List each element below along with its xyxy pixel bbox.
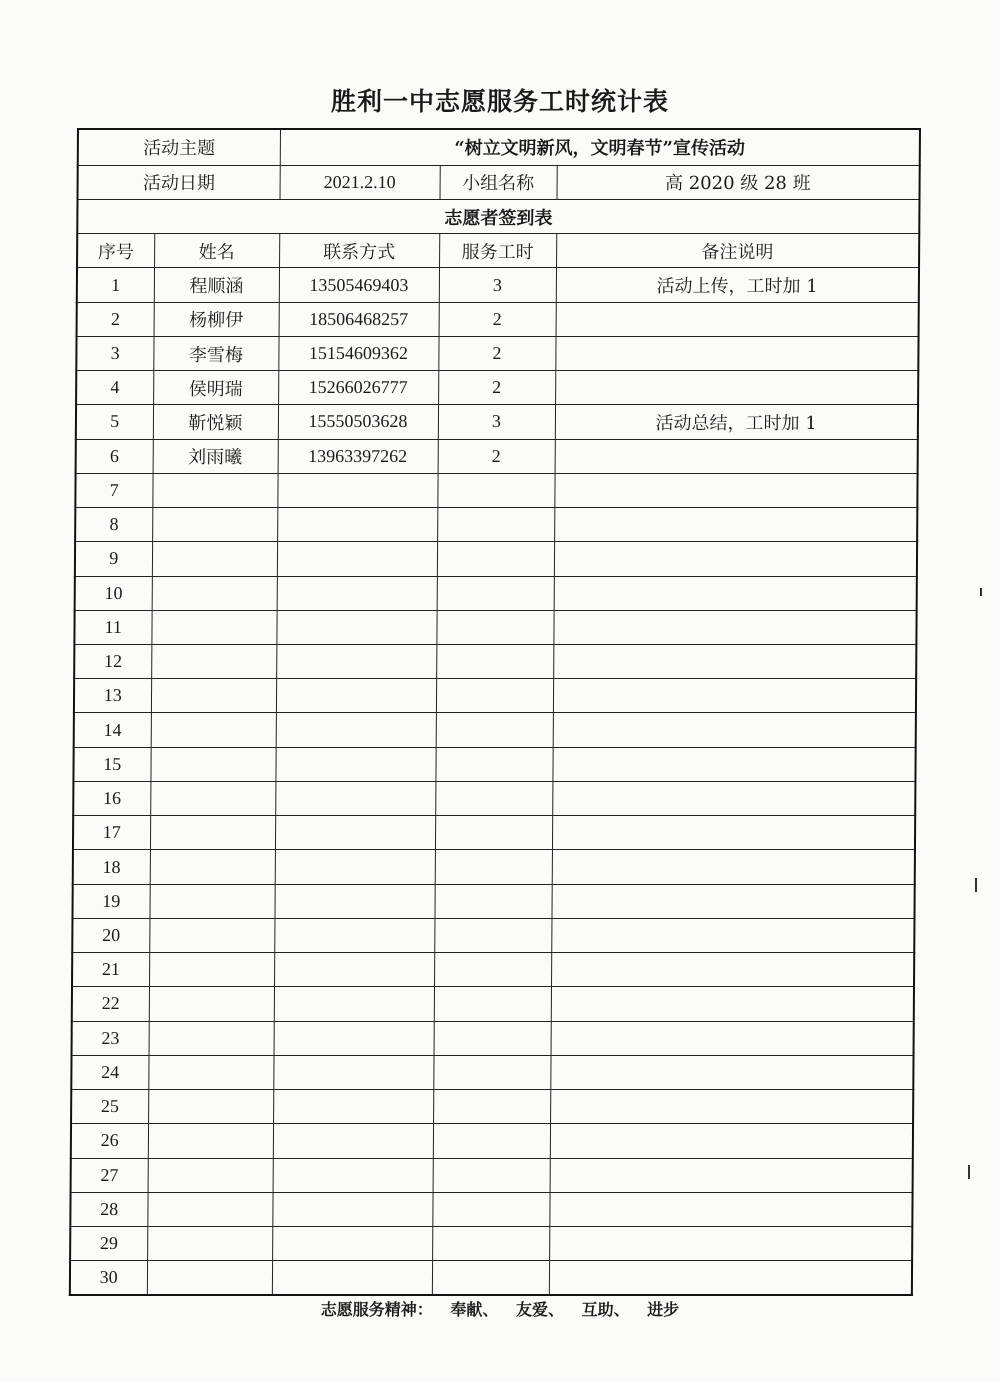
phone-cell (274, 884, 434, 918)
phone-cell (277, 542, 437, 576)
table-row (70, 1261, 912, 1295)
note-cell (549, 1261, 912, 1295)
row-number-cell: 11 (74, 610, 151, 644)
motto-label: 志愿服务精神： (320, 1300, 433, 1319)
note-cell (549, 1227, 912, 1261)
row-number-cell: 15 (73, 747, 150, 781)
table-row (70, 1192, 912, 1226)
note-cell: 活动上传，工时加 1 (556, 268, 919, 302)
name-cell (151, 610, 276, 644)
table-row (74, 610, 916, 644)
hours-cell (434, 953, 551, 987)
table-row (74, 645, 916, 679)
row-number-cell: 24 (71, 1055, 148, 1089)
hours-cell (437, 542, 554, 576)
hours-cell (432, 1192, 549, 1226)
name-cell (147, 1261, 272, 1295)
hours-cell (434, 884, 551, 918)
scan-mark (975, 878, 977, 892)
date-value: 2021.2.10 (280, 165, 440, 199)
name-cell (152, 508, 277, 542)
name-cell (152, 542, 277, 576)
row-number-cell: 27 (71, 1158, 148, 1192)
column-header-hours: 服务工时 (439, 234, 556, 268)
row-number-cell: 2 (77, 302, 154, 336)
row-number-cell: 1 (77, 268, 154, 302)
row-number-cell: 18 (73, 850, 150, 884)
name-cell: 程顺涵 (154, 268, 279, 302)
table-row (71, 1090, 913, 1124)
name-cell (148, 1055, 273, 1089)
hours-cell (437, 576, 554, 610)
name-cell: 杨柳伊 (154, 302, 279, 336)
table-row (73, 781, 915, 815)
volunteer-spirit-motto (0, 1297, 1000, 1320)
note-cell (550, 1055, 913, 1089)
note-cell (553, 645, 916, 679)
hours-cell (432, 1261, 549, 1295)
row-number-cell: 23 (72, 1021, 149, 1055)
date-label: 活动日期 (78, 165, 280, 199)
phone-cell (273, 1158, 433, 1192)
row-number-cell: 14 (74, 713, 151, 747)
phone-cell (272, 1227, 432, 1261)
note-cell (550, 1124, 913, 1158)
phone-cell (276, 610, 436, 644)
table-row (74, 679, 916, 713)
row-number-cell: 16 (73, 781, 150, 815)
note-cell (554, 576, 917, 610)
table-row (76, 439, 918, 473)
phone-cell (275, 781, 435, 815)
date-group-row (78, 165, 920, 199)
hours-cell (434, 918, 551, 952)
row-number-cell: 29 (70, 1227, 147, 1261)
phone-cell (272, 1192, 432, 1226)
row-number-cell: 5 (76, 405, 153, 439)
name-cell (151, 713, 276, 747)
table-row (72, 987, 914, 1021)
name-cell (148, 1090, 273, 1124)
name-cell (148, 1158, 273, 1192)
hours-cell (433, 1158, 550, 1192)
hours-cell (435, 816, 552, 850)
row-number-cell: 22 (72, 987, 149, 1021)
table-row (71, 1124, 913, 1158)
hours-cell (433, 1090, 550, 1124)
name-cell (150, 781, 275, 815)
hours-cell: 2 (438, 336, 555, 370)
phone-cell (277, 508, 437, 542)
hours-cell: 3 (439, 268, 556, 302)
row-number-cell: 4 (76, 371, 153, 405)
note-cell (550, 1090, 913, 1124)
column-header-name: 姓名 (154, 234, 279, 268)
motto-item: 奉献、 (450, 1300, 499, 1319)
phone-cell: 18506468257 (279, 302, 439, 336)
hours-cell (436, 645, 553, 679)
hours-cell: 2 (439, 302, 556, 336)
phone-cell: 13963397262 (278, 439, 438, 473)
row-number-cell: 12 (74, 645, 151, 679)
volunteer-hours-table (69, 128, 921, 1296)
note-cell (552, 747, 915, 781)
row-number-cell: 20 (72, 918, 149, 952)
name-cell: 靳悦颖 (153, 405, 278, 439)
name-cell (150, 816, 275, 850)
table-row (73, 850, 915, 884)
table-row (72, 884, 914, 918)
phone-cell (273, 1055, 433, 1089)
phone-cell (275, 816, 435, 850)
topic-row (78, 129, 920, 165)
note-cell (551, 1021, 914, 1055)
note-cell (556, 302, 919, 336)
column-header-no: 序号 (77, 234, 154, 268)
row-number-cell: 28 (70, 1192, 147, 1226)
name-cell: 侯明瑞 (153, 371, 278, 405)
name-cell (147, 1192, 272, 1226)
table-row (75, 542, 917, 576)
column-header-phone: 联系方式 (279, 234, 439, 268)
table-row (75, 576, 917, 610)
motto-item: 互助、 (581, 1300, 630, 1319)
name-cell (149, 987, 274, 1021)
phone-cell (276, 645, 436, 679)
row-number-cell: 7 (75, 473, 152, 507)
motto-item: 友爱、 (515, 1300, 564, 1319)
row-number-cell: 10 (75, 576, 152, 610)
table-row (75, 473, 917, 507)
phone-cell: 15266026777 (278, 371, 438, 405)
table-row (76, 405, 918, 439)
note-cell (551, 918, 914, 952)
phone-cell (273, 1090, 433, 1124)
signin-title-row (77, 199, 919, 233)
note-cell (550, 1158, 913, 1192)
hours-cell (434, 987, 551, 1021)
phone-cell (275, 850, 435, 884)
phone-cell (276, 713, 436, 747)
row-number-cell: 30 (70, 1261, 147, 1295)
name-cell (151, 679, 276, 713)
hours-cell: 2 (438, 439, 555, 473)
phone-cell (274, 918, 434, 952)
topic-label: 活动主题 (78, 129, 280, 165)
page-title: 胜利一中志愿服务工时统计表 (330, 87, 669, 116)
table-row (77, 302, 919, 336)
table-row (70, 1227, 912, 1261)
table-row (71, 1158, 913, 1192)
group-value: 高 2020 级 28 班 (557, 165, 920, 199)
note-cell: 活动总结，工时加 1 (555, 405, 918, 439)
name-cell (152, 576, 277, 610)
table-row (73, 747, 915, 781)
note-cell (555, 439, 918, 473)
note-cell (551, 987, 914, 1021)
note-cell (555, 336, 918, 370)
hours-cell (436, 610, 553, 644)
note-cell (554, 473, 917, 507)
phone-cell (277, 576, 437, 610)
hours-cell (433, 1055, 550, 1089)
table-row (74, 713, 916, 747)
name-cell: 李雪梅 (153, 336, 278, 370)
column-header-row (77, 234, 919, 268)
hours-cell (435, 850, 552, 884)
group-label: 小组名称 (440, 165, 557, 199)
note-cell (551, 953, 914, 987)
name-cell (148, 1124, 273, 1158)
table-row (72, 918, 914, 952)
name-cell (150, 850, 275, 884)
note-cell (549, 1192, 912, 1226)
hours-cell (434, 1021, 551, 1055)
note-cell (554, 542, 917, 576)
row-number-cell: 13 (74, 679, 151, 713)
hours-cell (433, 1124, 550, 1158)
note-cell (553, 679, 916, 713)
hours-cell (435, 747, 552, 781)
hours-cell (437, 473, 554, 507)
row-number-cell: 3 (76, 336, 153, 370)
table-row (72, 953, 914, 987)
hours-cell (436, 713, 553, 747)
row-number-cell: 19 (72, 884, 149, 918)
table-row (72, 1021, 914, 1055)
phone-cell (275, 747, 435, 781)
note-cell (552, 816, 915, 850)
note-cell (553, 713, 916, 747)
row-number-cell: 17 (73, 816, 150, 850)
row-number-cell: 25 (71, 1090, 148, 1124)
note-cell (554, 508, 917, 542)
name-cell (149, 918, 274, 952)
table-row (75, 508, 917, 542)
row-number-cell: 9 (75, 542, 152, 576)
phone-cell: 15154609362 (278, 336, 438, 370)
phone-cell (276, 679, 436, 713)
hours-cell (437, 508, 554, 542)
row-number-cell: 21 (72, 953, 149, 987)
note-cell (552, 850, 915, 884)
phone-cell (274, 1021, 434, 1055)
phone-cell (277, 473, 437, 507)
name-cell (152, 473, 277, 507)
hours-cell: 3 (438, 405, 555, 439)
name-cell (151, 645, 276, 679)
phone-cell (274, 987, 434, 1021)
name-cell (149, 1021, 274, 1055)
hours-cell: 2 (438, 371, 555, 405)
phone-cell: 13505469403 (279, 268, 439, 302)
table-row (77, 268, 919, 302)
note-cell (555, 371, 918, 405)
table-row (71, 1055, 913, 1089)
name-cell (150, 747, 275, 781)
name-cell (147, 1227, 272, 1261)
phone-cell (274, 953, 434, 987)
table-row (76, 336, 918, 370)
hours-cell (435, 781, 552, 815)
hours-cell (436, 679, 553, 713)
phone-cell (273, 1124, 433, 1158)
scan-mark (980, 588, 982, 596)
signin-title: 志愿者签到表 (77, 199, 919, 233)
table-row (73, 816, 915, 850)
motto-item: 进步 (647, 1300, 680, 1319)
row-number-cell: 26 (71, 1124, 148, 1158)
topic-value: “树立文明新风，文明春节”宣传活动 (280, 129, 920, 165)
name-cell (149, 953, 274, 987)
scan-mark (968, 1165, 970, 1179)
hours-cell (432, 1227, 549, 1261)
note-cell (551, 884, 914, 918)
table-row (76, 371, 918, 405)
phone-cell (272, 1261, 432, 1295)
name-cell: 刘雨曦 (153, 439, 278, 473)
row-number-cell: 8 (75, 508, 152, 542)
row-number-cell: 6 (76, 439, 153, 473)
phone-cell: 15550503628 (278, 405, 438, 439)
note-cell (552, 781, 915, 815)
column-header-note: 备注说明 (556, 234, 919, 268)
name-cell (149, 884, 274, 918)
note-cell (553, 610, 916, 644)
